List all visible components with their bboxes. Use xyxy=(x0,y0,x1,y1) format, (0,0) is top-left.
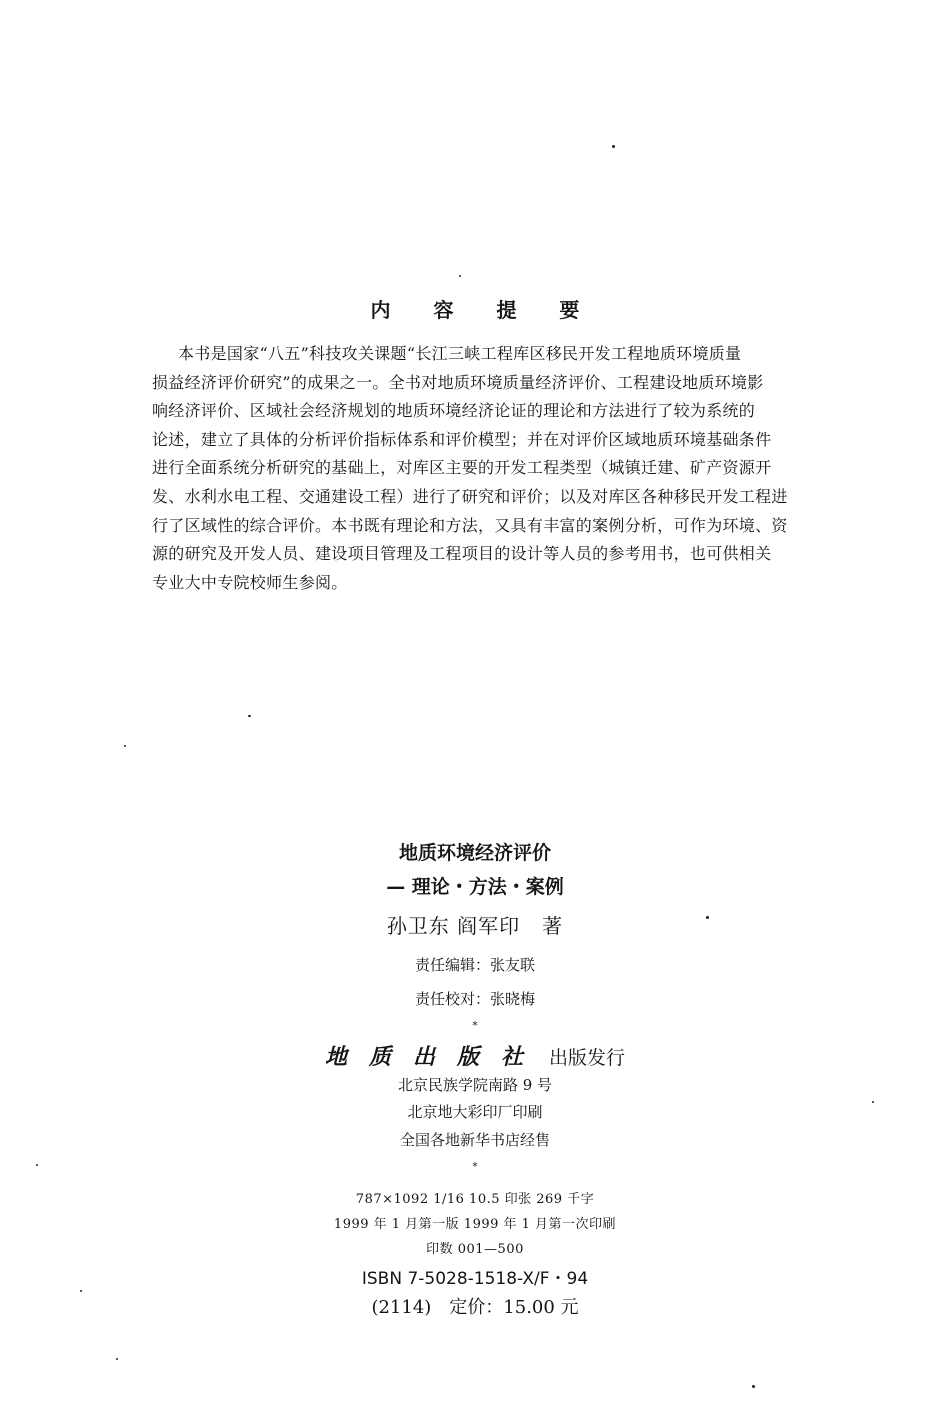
publisher-name: 地质出版社 xyxy=(324,1044,545,1070)
summary-line: 本书是国家“八五”科技攻关课题“长江三峡工程库区移民开发工程地质环境质量 xyxy=(178,344,742,363)
book-title: 地质环境经济评价 xyxy=(398,842,551,864)
price-code: (2114) xyxy=(371,1297,432,1318)
summary-line: 发、水利水电工程、交通建设工程）进行了研究和评价；以及对库区各种移民开发工程进 xyxy=(152,486,788,506)
scan-speck xyxy=(124,745,126,747)
authors-line xyxy=(0,910,950,939)
summary-line: 行了区域性的综合评价。本书既有理论和方法，又具有丰富的案例分析，可作为环境、资 xyxy=(152,515,788,535)
price: 定价：15.00 元 xyxy=(449,1297,579,1318)
summary-line: 论述，建立了具体的分析评价指标体系和评价模型；并在对评价区域地质环境基础条件 xyxy=(152,429,772,449)
authors: 孙卫东 阎军印 xyxy=(386,914,521,938)
summary-line: 响经济评价、区域社会经济规划的地质环境经济论证的理论和方法进行了较为系统的 xyxy=(152,401,756,421)
responsible-proofreader: 责任校对：张晓梅 xyxy=(414,990,535,1008)
separator-star: * xyxy=(472,1160,478,1173)
printer: 北京地大彩印厂印刷 xyxy=(407,1103,543,1121)
format-specs: 787×1092 1/16 10.5 印张 269 千字 xyxy=(355,1192,595,1207)
summary-line: 源的研究及开发人员、建设项目管理及工程项目的设计等人员的参考用书，也可供相关 xyxy=(152,544,772,564)
separator-star: * xyxy=(472,1019,478,1032)
book-subtitle: — 理论・方法・案例 xyxy=(386,876,564,898)
isbn: ISBN 7-5028-1518-X/F・94 xyxy=(361,1269,589,1289)
scan-speck xyxy=(459,275,461,277)
price-line xyxy=(0,1293,950,1319)
responsible-editor: 责任编辑：张友联 xyxy=(414,956,535,974)
publisher-address: 北京民族学院南路 9 号 xyxy=(397,1076,553,1094)
summary-line: 损益经济评价研究”的成果之一。全书对地质环境质量经济评价、工程建设地质环境影 xyxy=(152,372,764,392)
scan-speck xyxy=(80,1290,82,1292)
publisher-line xyxy=(0,1040,950,1071)
edition-info: 1999 年 1 月第一版 1999 年 1 月第一次印刷 xyxy=(333,1217,617,1232)
scan-speck xyxy=(612,145,615,148)
print-run: 印数 001—500 xyxy=(426,1242,524,1257)
summary-body xyxy=(152,340,812,597)
summary-line: 进行全面系统分析研究的基础上，对库区主要的开发工程类型（城镇迁建、矿产资源开 xyxy=(152,458,772,478)
scan-speck xyxy=(248,715,251,717)
scan-speck xyxy=(116,1358,118,1360)
publisher-action: 出版发行 xyxy=(549,1047,626,1069)
author-role: 著 xyxy=(542,914,564,938)
scan-speck xyxy=(752,1385,755,1388)
summary-heading: 内 容 提 要 xyxy=(370,298,598,322)
summary-line: 专业大中专院校师生参阅。 xyxy=(152,572,348,592)
distributor: 全国各地新华书店经售 xyxy=(399,1131,550,1149)
